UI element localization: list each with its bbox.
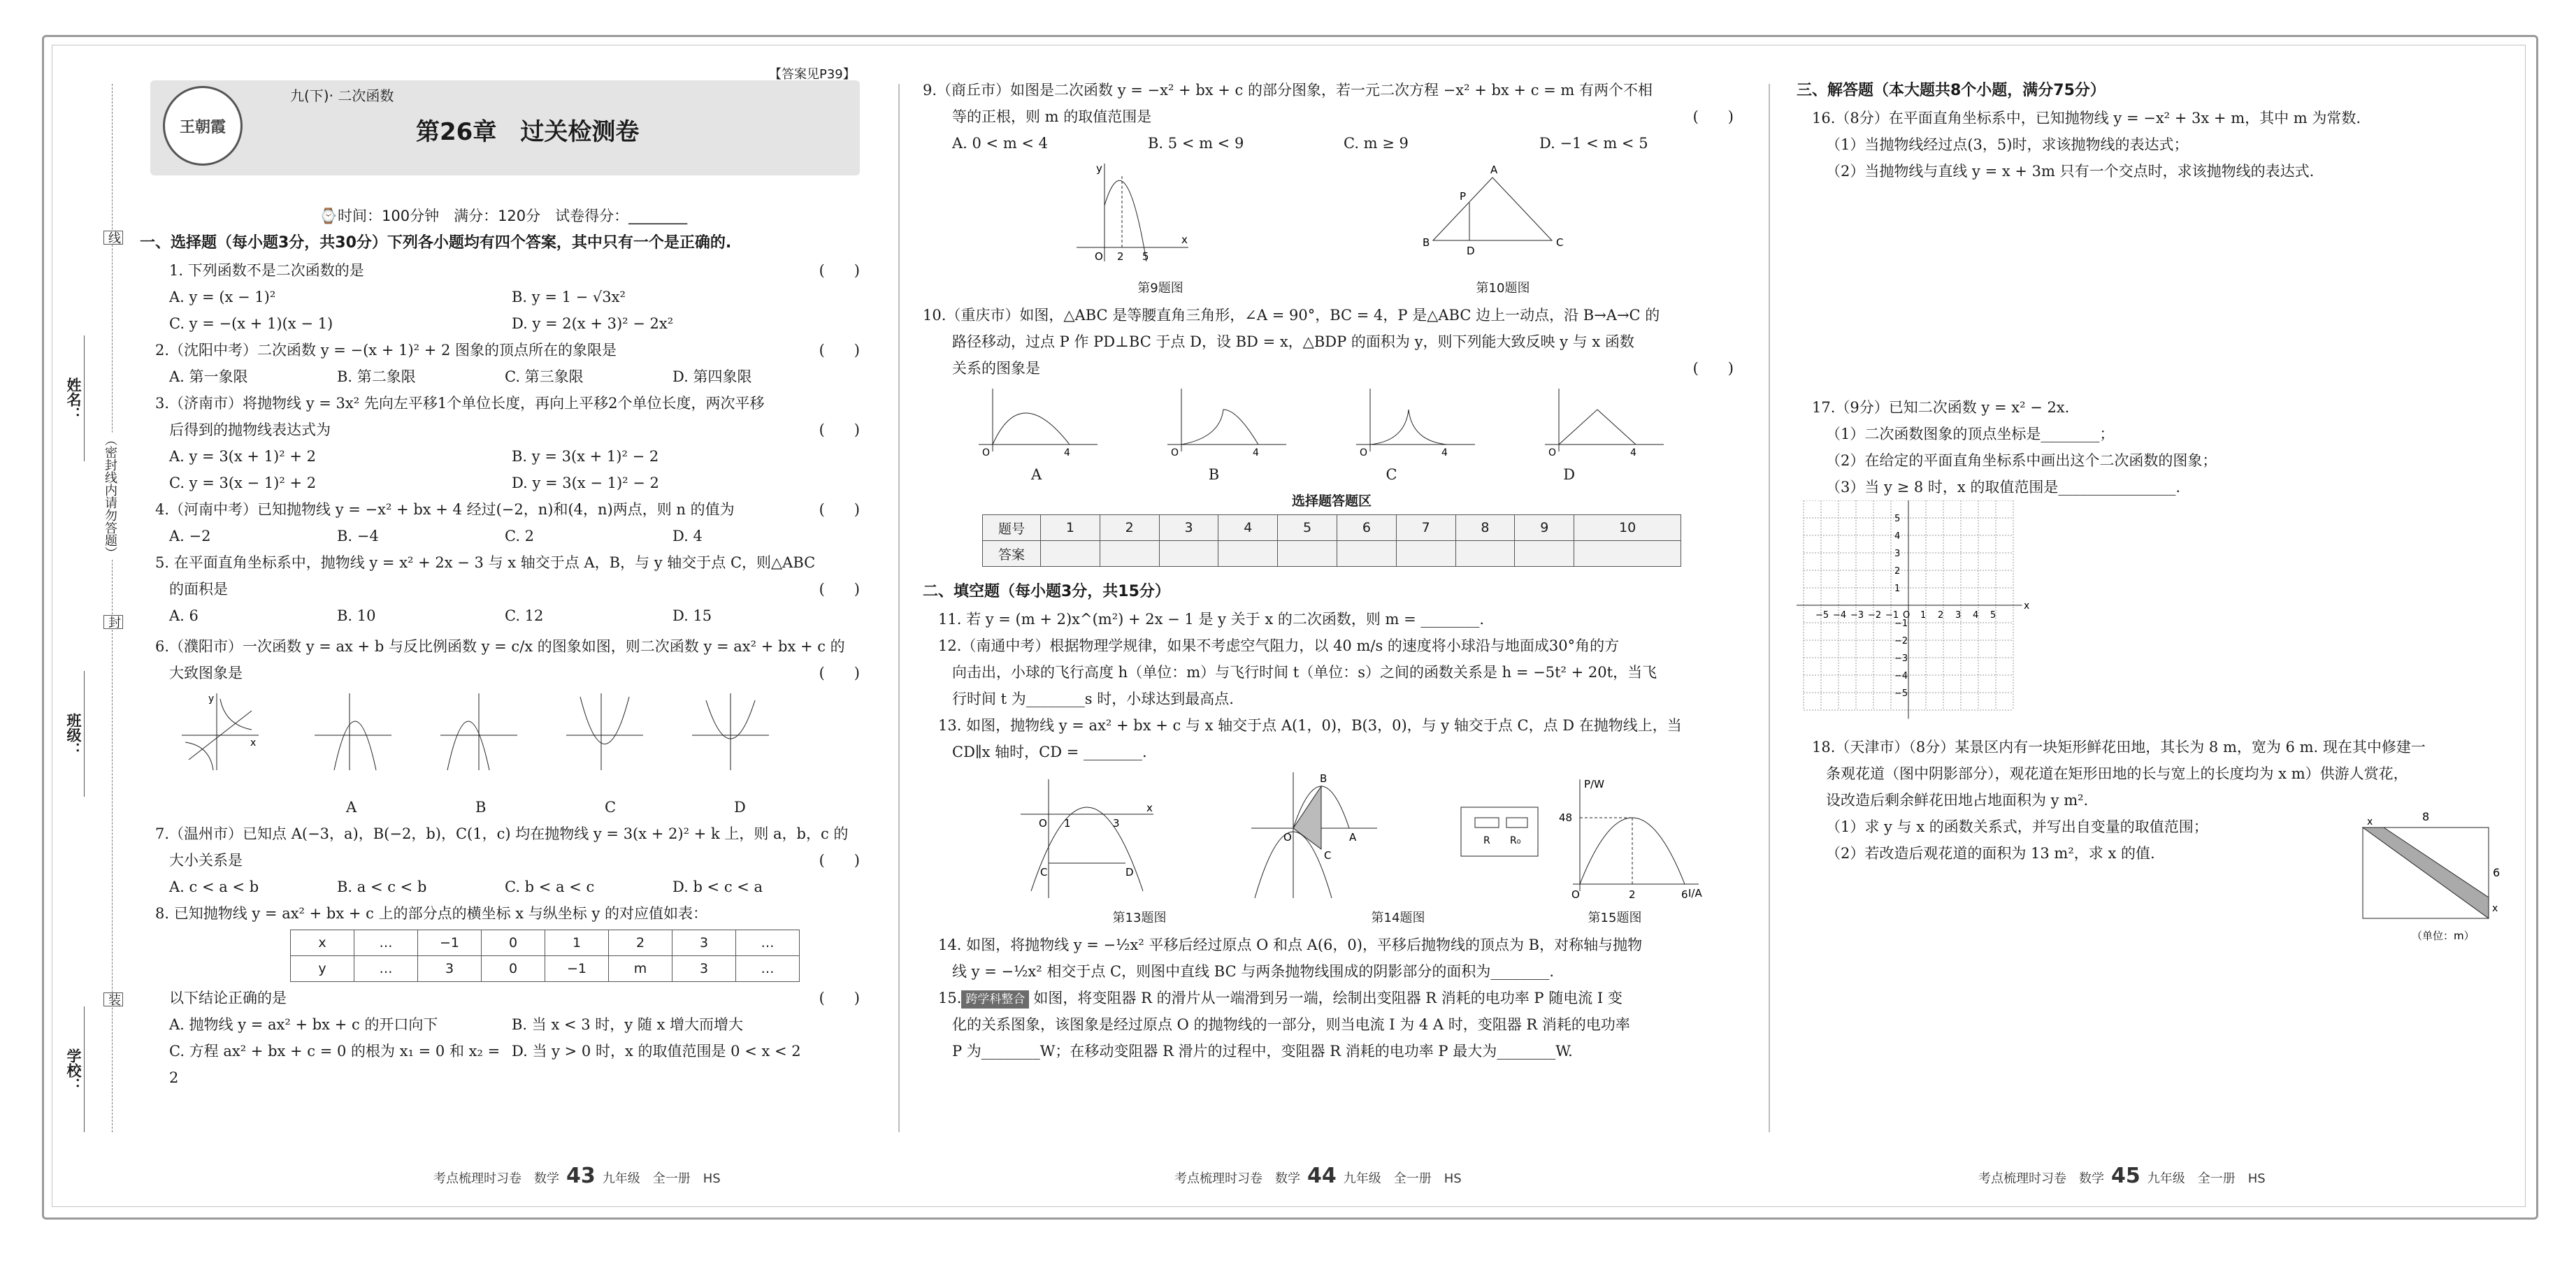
column-divider-1 [898,84,900,1132]
q9-option-b[interactable]: B. 5 < m < 9 [1148,135,1244,152]
svg-text:A: A [1349,831,1357,844]
question-5: 5. 在平面直角坐标系中，抛物线 y = x² + 2x − 3 与 x 轴交于点 A，B，与 y 轴交于点 C，则△ABC [155,554,816,571]
svg-text:O: O [982,447,991,458]
q15-caption: 第15题图 [1588,911,1642,925]
q3-option-d[interactable]: D. y = 3(x − 1)² − 2 [512,475,659,491]
q8-option-b[interactable]: B. 当 x < 3 时，y 随 x 增大而增大 [512,1016,744,1033]
answer-area-number: 6 [1337,515,1396,541]
question-1: 1. 下列函数不是二次函数的是 ( ) [169,262,860,279]
svg-text:2: 2 [1117,250,1124,263]
q6-option-c-graph [566,693,643,770]
question-3: 3.（济南市）将抛物线 y = 3x² 先向左平移1个单位长度，再向上平移2个单位长度，两次平移 [155,395,765,412]
answer-area-number: 7 [1396,515,1455,541]
q10-option-a-graph [979,389,1098,458]
answer-area-cell[interactable] [1574,541,1681,567]
answer-row-number-label: 题号 [983,515,1041,541]
question-16-part-2: （2）当抛物线与直线 y = x + 3m 只有一个交点时，求该抛物线的表达式. [1826,163,2315,180]
q2-option-c[interactable]: C. 第三象限 [505,368,584,385]
question-11: 11. 若 y = (m + 2)x^(m²) + 2x − 1 是 y 关于 x 的二次函数，则 m = ________. [938,611,1485,628]
answer-area-cell[interactable] [1218,541,1278,567]
q6-label-a[interactable]: A [346,799,357,816]
y-tick-label: −2 [1894,636,1908,646]
answer-area-cell[interactable] [1396,541,1455,567]
svg-text:I/A: I/A [1688,887,1702,899]
answer-area-table [982,514,1681,567]
q6-label-b[interactable]: B [475,799,487,816]
svg-text:4: 4 [1441,447,1448,458]
x-tick-label: 1 [1920,610,1927,621]
q8-table-y-cell: … [354,956,418,982]
svg-text:x: x [2367,816,2373,828]
svg-text:C: C [1556,236,1564,249]
x-tick-label: 2 [1938,610,1944,621]
page-number-43: 43 [566,1164,596,1188]
svg-text:y: y [208,693,215,704]
svg-text:1: 1 [1064,817,1071,830]
q8-table-x-cell: −1 [418,930,482,956]
svg-text:3: 3 [1113,817,1120,830]
q7-option-b[interactable]: B. a < c < b [337,879,427,895]
cross-discipline-tag: 跨学科整合 [961,990,1029,1009]
q6-option-d-graph [692,693,769,770]
section-2-heading: 二、填空题（每小题3分，共15分） [923,583,1170,600]
answer-area-cell[interactable] [1515,541,1574,567]
q10-option-c-graph [1356,389,1475,458]
q8-table-y-cell: 3 [418,956,482,982]
q8-table-x-cell: 3 [672,930,736,956]
svg-text:4: 4 [1064,447,1070,458]
q6-option-b-graph [440,693,517,770]
q8-table-x-cell: … [736,930,800,956]
q2-option-b[interactable]: B. 第二象限 [337,368,416,385]
svg-text:x: x [1146,802,1153,814]
answer-area-number: 5 [1278,515,1337,541]
q14-caption: 第14题图 [1371,911,1425,925]
q9-option-a[interactable]: A. 0 < m < 4 [952,135,1049,152]
svg-text:P: P [1460,190,1467,203]
y-tick-label: 4 [1894,531,1901,542]
svg-text:48: 48 [1559,811,1573,824]
answer-area-cell[interactable] [1337,541,1396,567]
q8-option-a[interactable]: A. 抛物线 y = ax² + bx + c 的开口向下 [169,1016,438,1033]
q3-option-a[interactable]: A. y = 3(x + 1)² + 2 [169,448,316,465]
binding-notice: （密封线内请勿答题） [101,433,119,559]
q18-unit-label: （单位：m） [2412,930,2475,942]
fold-char: 装 [103,992,123,1006]
answer-area-number: 1 [1041,515,1100,541]
q10-options [923,382,1741,458]
question-6: 6.（濮阳市）一次函数 y = ax + b 与反比例函数 y = c/x 的图象如图，则二次函数 y = ax² + bx + c 的 [155,638,845,655]
question-8: 8. 已知抛物线 y = ax² + bx + c 上的部分点的横坐标 x 与纵坐标 y 的对应值如表： [155,905,707,922]
y-tick-label: 3 [1894,549,1901,559]
q8-table-y-cell: −1 [545,956,609,982]
y-tick-label: −1 [1894,619,1908,629]
page-number-44: 44 [1307,1164,1337,1188]
seal-char: 封 [103,615,123,629]
footer-page-44: 考点梳理时习卷 数学 44 九年级 全一册 HS [1174,1164,1462,1188]
chapter-title: 第26章 过关检测卷 [416,118,640,146]
svg-text:A: A [1490,164,1498,176]
answer-area-cell[interactable] [1159,541,1218,567]
q15-figure [1461,778,1702,901]
answer-reference: 【答案见P39】 [769,67,856,82]
chapter-subtitle: 九(下)· 二次函数 [290,87,394,104]
svg-text:O: O [1039,817,1047,830]
q5-option-a[interactable]: A. 6 [169,607,199,624]
x-tick-label: 5 [1990,610,1996,621]
column-divider-2 [1769,84,1770,1132]
question-2: 2.（沈阳中考）二次函数 y = −(x + 1)² + 2 图象的顶点所在的象限是 ( ) [155,342,860,359]
q10-label-a[interactable]: A [1031,466,1042,483]
question-16-part-1: （1）当抛物线经过点(3，5)时，求该抛物线的表达式； [1826,136,2189,153]
question-12-line-2: 向击出，小球的飞行高度 h（单位：m）与飞行时间 t（单位：s）之间的函数关系是 h = −5t² + 20t，当飞 [952,664,1657,681]
q4-option-c[interactable]: C. 2 [505,528,535,544]
school-label: 学校： [65,1048,82,1092]
line-char: 线 [103,231,123,245]
x-axis-label: x [2024,600,2030,612]
q7-option-c[interactable]: C. b < a < c [505,879,595,895]
question-15-line-1: 15. 跨学科整合 如图，将变阻器 R 的滑片从一端滑到另一端，绘制出变阻器 R 消耗的电功率 P 随电流 I 变 [923,985,1741,1011]
svg-text:x: x [2492,903,2498,914]
y-tick-label: 1 [1894,584,1901,594]
svg-text:C: C [1040,866,1048,879]
q2-option-a[interactable]: A. 第一象限 [169,368,248,385]
question-7: 7.（温州市）已知点 A(−3，a)，B(−2，b)，C(1，c) 均在抛物线 y = 3(x + 2)² + k 上，则 a，b，c 的 [155,825,849,842]
svg-text:R: R [1483,835,1490,846]
q7-option-d[interactable]: D. b < c < a [672,879,763,895]
svg-text:4: 4 [1630,447,1636,458]
q9-option-c[interactable]: C. m ≥ 9 [1344,135,1409,152]
q9-q10-figures [923,157,1741,275]
q14-figure [1251,772,1377,898]
q6-label-d[interactable]: D [734,799,746,816]
section-1-heading: 一、选择题（每小题3分，共30分）下列各小题均有四个答案，其中只有一个是正确的. [140,234,732,252]
q8-option-d[interactable]: D. 当 y > 0 时，x 的取值范围是 0 < x < 2 [512,1043,801,1060]
y-tick-label: −4 [1894,671,1908,681]
q13-figure [1021,779,1153,898]
answer-area-number: 10 [1574,515,1681,541]
question-14-line-2: 线 y = −½x² 相交于点 C，则图中直线 BC 与两条抛物线围成的阴影部分的面积为________. [952,963,1555,980]
question-12-line-3: 行时间 t 为________s 时，小球达到最高点. [952,691,1234,707]
svg-text:P/W: P/W [1584,778,1604,790]
question-12-line-1: 12.（南通中考）根据物理学规律，如果不考虑空气阻力，以 40 m/s 的速度将小球沿与地面成30°角的方 [938,637,1620,654]
question-18-line-1: 18.（天津市）（8分）某景区内有一块矩形鲜花田地，其长为 8 m，宽为 6 m. 现在其中修建一 [1812,739,2426,756]
q8-table-x-cell: 2 [609,930,672,956]
q9-caption: 第9题图 [1137,281,1183,296]
answer-area-title: 选择题答题区 [1291,493,1372,509]
page-44: 9.（商丘市）如图是二次函数 y = −x² + bx + c 的部分图象，若一元二次方程 −x² + bx + c = m 有两个不相 等的正根，则 m 的取值范围是 ( ) A. 0 < m < 4 B. 5 < m < 9 C. m ≥ 9 D. −1 < m < 5 O 2 5 x y B A C P D 第9题图 第10题图 10.（重庆市）如图，△ABC 是等腰直角三角形，∠A = 90°，BC = 4，P 是△ABC 边上一动点，沿 B→A→C 的 路径移动，过点 P 作 PD⊥BC 于点 D，设 BD = x，△BDP 的面积为 y，则下列能大致反映 y 与 x 函数 关系的图象是 ( ) O 4 O 4 O 4 O 4 A B C D 选择题答题区 题号 1 2 3 4 5 6 7 8 9 10 答案 二、填空题（每小题3分，共15分） 11. 若 y = (m + 2)x^(m²) + 2x − 1 是 y 关于 x 的二次函数，则 m = ________. 12.（南通中考）根据物理学规律，如果不考虑空气阻力，以 40 m/s 的速度将小球沿与地面成30°角的方 向击出，小球的飞行高度 h（单位：m）与飞行时间 t（单位：s）之间的函数关系是 h = −5t² + 20t，当飞 行时间 t 为________s 时，小球达到最高点. 13. 如图，抛物线 y = ax² + bx + c 与 x 轴交于点 A(1，0)，B(3，0)，与 y 轴交于点 C，点 D 在抛物线上，当 CD∥x 轴时，CD = ________. O 1 3 C D x B C O A R R₀ 48 O 2 6 I/A P/W 第13题图 第14题图 第15题图 14. 如图，将抛物线 y = −½x² 平移后经过原点 O 和点 A(6，0)，平移后抛物线的顶点为 B，对称轴与抛物 线 y = −½x² 相交于点 C，则图中直线 BC 与两条抛物线围成的阴影部分的面积为________. 15. 跨学科整合 如图，将变阻器 R 的滑片从一端滑到另一端，绘制出变阻器 R 消耗的电功率 P 随电流 I 变 化的关系图象，该图象是经过原点 O 的抛物线的一部分，则当电流 I 为 4 A 时，变阻器 R 消耗的电功率 P 为________W；在移动变阻器 R 滑片的过程中，变阻器 R 消耗的电功率 P 最大为________W. [923,77,1741,1153]
svg-text:O: O [1283,831,1292,844]
svg-text:R₀: R₀ [1510,835,1521,846]
question-13-line-2: CD∥x 轴时，CD = ________. [952,744,1147,760]
q4-option-a[interactable]: A. −2 [169,528,211,544]
answer-area-cell[interactable] [1278,541,1337,567]
x-tick-label: O [1903,610,1911,621]
q8-table-y-cell: m [609,956,672,982]
question-18-line-3: 设改造后剩余鲜花田地占地面积为 y m². [1826,792,2089,809]
footer-page-45: 考点梳理时习卷 数学 45 九年级 全一册 HS [1978,1164,2266,1188]
svg-text:B: B [1423,236,1430,249]
svg-text:D: D [1467,245,1475,257]
question-17-part-2: （2）在给定的平面直角坐标系中画出这个二次函数的图象； [1826,452,2217,469]
svg-text:O: O [1548,447,1557,458]
answer-area-cell[interactable] [1455,541,1515,567]
q18-width-label: 6 [2493,866,2501,879]
svg-text:O: O [1571,888,1580,901]
q6-given-graph [182,693,259,770]
q10-label-d[interactable]: D [1563,466,1576,483]
q6-label-c[interactable]: C [605,799,617,816]
q4-option-b[interactable]: B. −4 [337,528,379,544]
q1-option-b[interactable]: B. y = 1 − √3x² [512,289,626,305]
question-9: 9.（商丘市）如图是二次函数 y = −x² + bx + c 的部分图象，若一元二次方程 −x² + bx + c = m 有两个不相 [923,82,1653,99]
q8-table-y-cell: y [291,956,354,982]
q18-figure [2349,807,2510,946]
q9-figure [1077,162,1188,263]
question-17-part-1: （1）二次函数图象的顶点坐标是________； [1826,426,2115,442]
answer-area-number: 3 [1159,515,1218,541]
question-17-line-1: 17.（9分）已知二次函数 y = x² − 2x. [1812,399,2070,416]
q13-caption: 第13题图 [1112,911,1167,925]
svg-text:B: B [1320,772,1327,785]
y-tick-label: −3 [1894,653,1908,664]
svg-text:x: x [1181,233,1188,246]
q8-table-x-cell: 1 [545,930,609,956]
q8-value-table [290,930,800,982]
x-tick-label: −4 [1833,610,1847,621]
x-tick-label: 3 [1955,610,1962,621]
q5-option-d[interactable]: D. 15 [672,607,712,624]
question-18-line-2: 条观花道（图中阴影部分），观花道在矩形田地的长与宽上的长度均为 x m）供游人赏花， [1826,765,2408,782]
question-4: 4.（河南中考）已知抛物线 y = −x² + bx + 4 经过(−2，n)和(4，n)两点，则 n 的值为 ( ) [155,501,860,518]
q8-table-x-cell: 0 [482,930,545,956]
publisher-logo: 王朝霞 [163,86,243,166]
q8-table-y-cell: 3 [672,956,736,982]
q13-q15-figures [923,765,1741,905]
x-tick-label: −3 [1850,610,1864,621]
y-tick-label: 2 [1894,566,1901,577]
q17-coordinate-grid[interactable] [1797,500,2517,724]
footer-page-43: 考点梳理时习卷 数学 43 九年级 全一册 HS [433,1164,721,1188]
x-tick-label: −5 [1815,610,1829,621]
name-label: 姓名： [65,377,82,421]
svg-text:O: O [1171,447,1179,458]
question-18-part-1: （1）求 y 与 x 的函数关系式，并写出自变量的取值范围； [1826,818,2208,835]
svg-text:5: 5 [1142,250,1149,263]
q4-option-d[interactable]: D. 4 [672,528,703,544]
q1-option-c[interactable]: C. y = −(x + 1)(x − 1) [169,315,333,332]
q9-option-d[interactable]: D. −1 < m < 5 [1539,135,1648,152]
q16-answer-space[interactable] [1797,185,2517,394]
y-tick-label: 5 [1894,514,1901,524]
x-tick-label: 4 [1973,610,1979,621]
q8-table-x-cell: x [291,930,354,956]
svg-text:x: x [250,737,257,749]
svg-text:D: D [1125,866,1134,879]
q18-length-label: 8 [2422,810,2430,823]
q6-figures [140,686,839,791]
answer-row-answer-label: 答案 [983,541,1041,567]
q10-option-d-graph [1545,389,1664,458]
q8-table-y-cell: … [736,956,800,982]
q10-label-c[interactable]: C [1386,466,1397,483]
q10-figure [1423,164,1563,257]
q7-option-a[interactable]: A. c < a < b [169,879,259,895]
svg-text:4: 4 [1253,447,1259,458]
svg-text:C: C [1324,849,1332,862]
page-43: ⌚时间：100分钟 满分：120分 试卷得分：________ 一、选择题（每小题3分，共30分）下列各小题均有四个答案，其中只有一个是正确的. 1. 下列函数不是二次函数的是 ( ) A. y = (x − 1)² B. y = 1 − √3x² C. y = −(x + 1)(x − 1) D. y = 2(x + 3)² − 2x² 2.（沈阳中考）二次函数 y = −(x + 1)² + 2 图象的顶点所在的象限是 ( ) A. 第一象限 B. 第二象限 C. 第三象限 D. 第四象限 3.（济南市）将抛物线 y = 3x² 先向左平移1个单位长度，再向上平移2个单位长度，两次平移 后得到的抛物线表达式为 ( ) A. y = 3(x + 1)² + 2 B. y = 3(x + 1)² − 2 C. y = 3(x − 1)² + 2 D. y = 3(x − 1)² − 2 4.（河南中考）已知抛物线 y = −x² + bx + 4 经过(−2，n)和(4，n)两点，则 n 的值为 ( ) A. −2 B. −4 C. 2 D. 4 5. 在平面直角坐标系中，抛物线 y = x² + 2x − 3 与 x 轴交于点 A，B，与 y 轴交于点 C，则△ABC 的面积是 ( ) A. 6 B. 10 C. 12 D. 15 6.（濮阳市）一次函数 y = ax + b 与反比例函数 y = c/x 的图象如图，则二次函数 y = ax² + bx + c 的 大致图象是 ( ) x y A B C D 7.（温州市）已知点 A(−3，a)，B(−2，b)，C(1，c) 均在抛物线 y = 3(x + 2)² + k 上，则 a，b，c 的 大小关系是 ( ) A. c < a < b B. a < c < b C. b < a < c D. b < c < a 8. 已知抛物线 y = ax² + bx + c 上的部分点的横坐标 x 与纵坐标 y 的对应值如表： x … −1 0 1 2 3 … y … 3 0 −1 m 3 … 以下结论正确的是 ( ) A. 抛物线 y = ax² + bx + c 的开口向下 B. 当 x < 3 时，y 随 x 增大而增大 C. 方程 ax² + bx + c = 0 的根为 x₁ = 0 和 x₂ = 2 D. 当 y > 0 时，x 的取值范围是 0 < x < 2 [140,203,867,1279]
question-16-line-1: 16.（8分）在平面直角坐标系中，已知抛物线 y = −x² + 3x + m，其中 m 为常数. [1812,110,2361,127]
section-3-heading: 三、解答题（本大题共8个小题，满分75分） [1797,82,2106,99]
chapter-header [150,80,860,175]
answer-area-cell[interactable] [1041,541,1100,567]
question-17-part-3: （3）当 y ≥ 8 时，x 的取值范围是________________. [1826,479,2181,496]
answer-area-number: 8 [1455,515,1515,541]
q5-option-b[interactable]: B. 10 [337,607,376,624]
q10-label-b[interactable]: B [1208,466,1220,483]
x-tick-label: −1 [1885,610,1899,621]
question-14-line-1: 14. 如图，将抛物线 y = −½x² 平移后经过原点 O 和点 A(6，0)，平移后抛物线的顶点为 B，对称轴与抛物 [938,937,1643,953]
x-tick-label: −2 [1868,610,1882,621]
question-18-part-2: （2）若改造后观花道的面积为 13 m²，求 x 的值. [1826,845,2155,862]
q2-option-d[interactable]: D. 第四象限 [672,368,752,385]
q3-option-b[interactable]: B. y = 3(x + 1)² − 2 [512,448,659,465]
q10-option-b-graph [1167,389,1286,458]
binding-strip [56,84,119,1146]
answer-area-number: 9 [1515,515,1574,541]
exam-meta: ⌚时间：100分钟 满分：120分 试卷得分：________ [319,208,688,224]
q3-option-c[interactable]: C. y = 3(x − 1)² + 2 [169,475,317,491]
svg-text:6: 6 [1681,888,1688,901]
question-15-line-2: 化的关系图象，该图象是经过原点 O 的抛物线的一部分，则当电流 I 为 4 A 时，变阻器 R 消耗的电功率 [952,1016,1630,1033]
svg-text:O: O [1360,447,1368,458]
q1-option-d[interactable]: D. y = 2(x + 3)² − 2x² [512,315,674,332]
q8-option-c[interactable]: C. 方程 ax² + bx + c = 0 的根为 x₁ = 0 和 x₂ = 2 [169,1043,501,1086]
answer-area-cell[interactable] [1100,541,1159,567]
answer-area-number: 2 [1100,515,1159,541]
q8-table-y-cell: 0 [482,956,545,982]
answer-area-number: 4 [1218,515,1278,541]
page-number-45: 45 [2111,1164,2140,1188]
svg-text:y: y [1096,162,1102,175]
q6-option-a-graph [315,693,391,770]
question-10: 10.（重庆市）如图，△ABC 是等腰直角三角形，∠A = 90°，BC = 4，P 是△ABC 边上一动点，沿 B→A→C 的 [923,307,1660,324]
q5-option-c[interactable]: C. 12 [505,607,544,624]
page-45 [1797,77,2517,1153]
svg-text:2: 2 [1629,888,1636,901]
q8-table-x-cell: … [354,930,418,956]
question-13-line-1: 13. 如图，抛物线 y = ax² + bx + c 与 x 轴交于点 A(1，0)，B(3，0)，与 y 轴交于点 C，点 D 在抛物线上，当 [938,717,1682,734]
y-tick-label: −5 [1894,688,1908,699]
q10-caption: 第10题图 [1476,281,1530,296]
svg-text:O: O [1095,250,1103,263]
class-label: 班级： [65,713,82,757]
question-15-line-3: P 为________W；在移动变阻器 R 滑片的过程中，变阻器 R 消耗的电功率 P 最大为________W. [952,1043,1573,1060]
q1-option-a[interactable]: A. y = (x − 1)² [169,289,276,305]
